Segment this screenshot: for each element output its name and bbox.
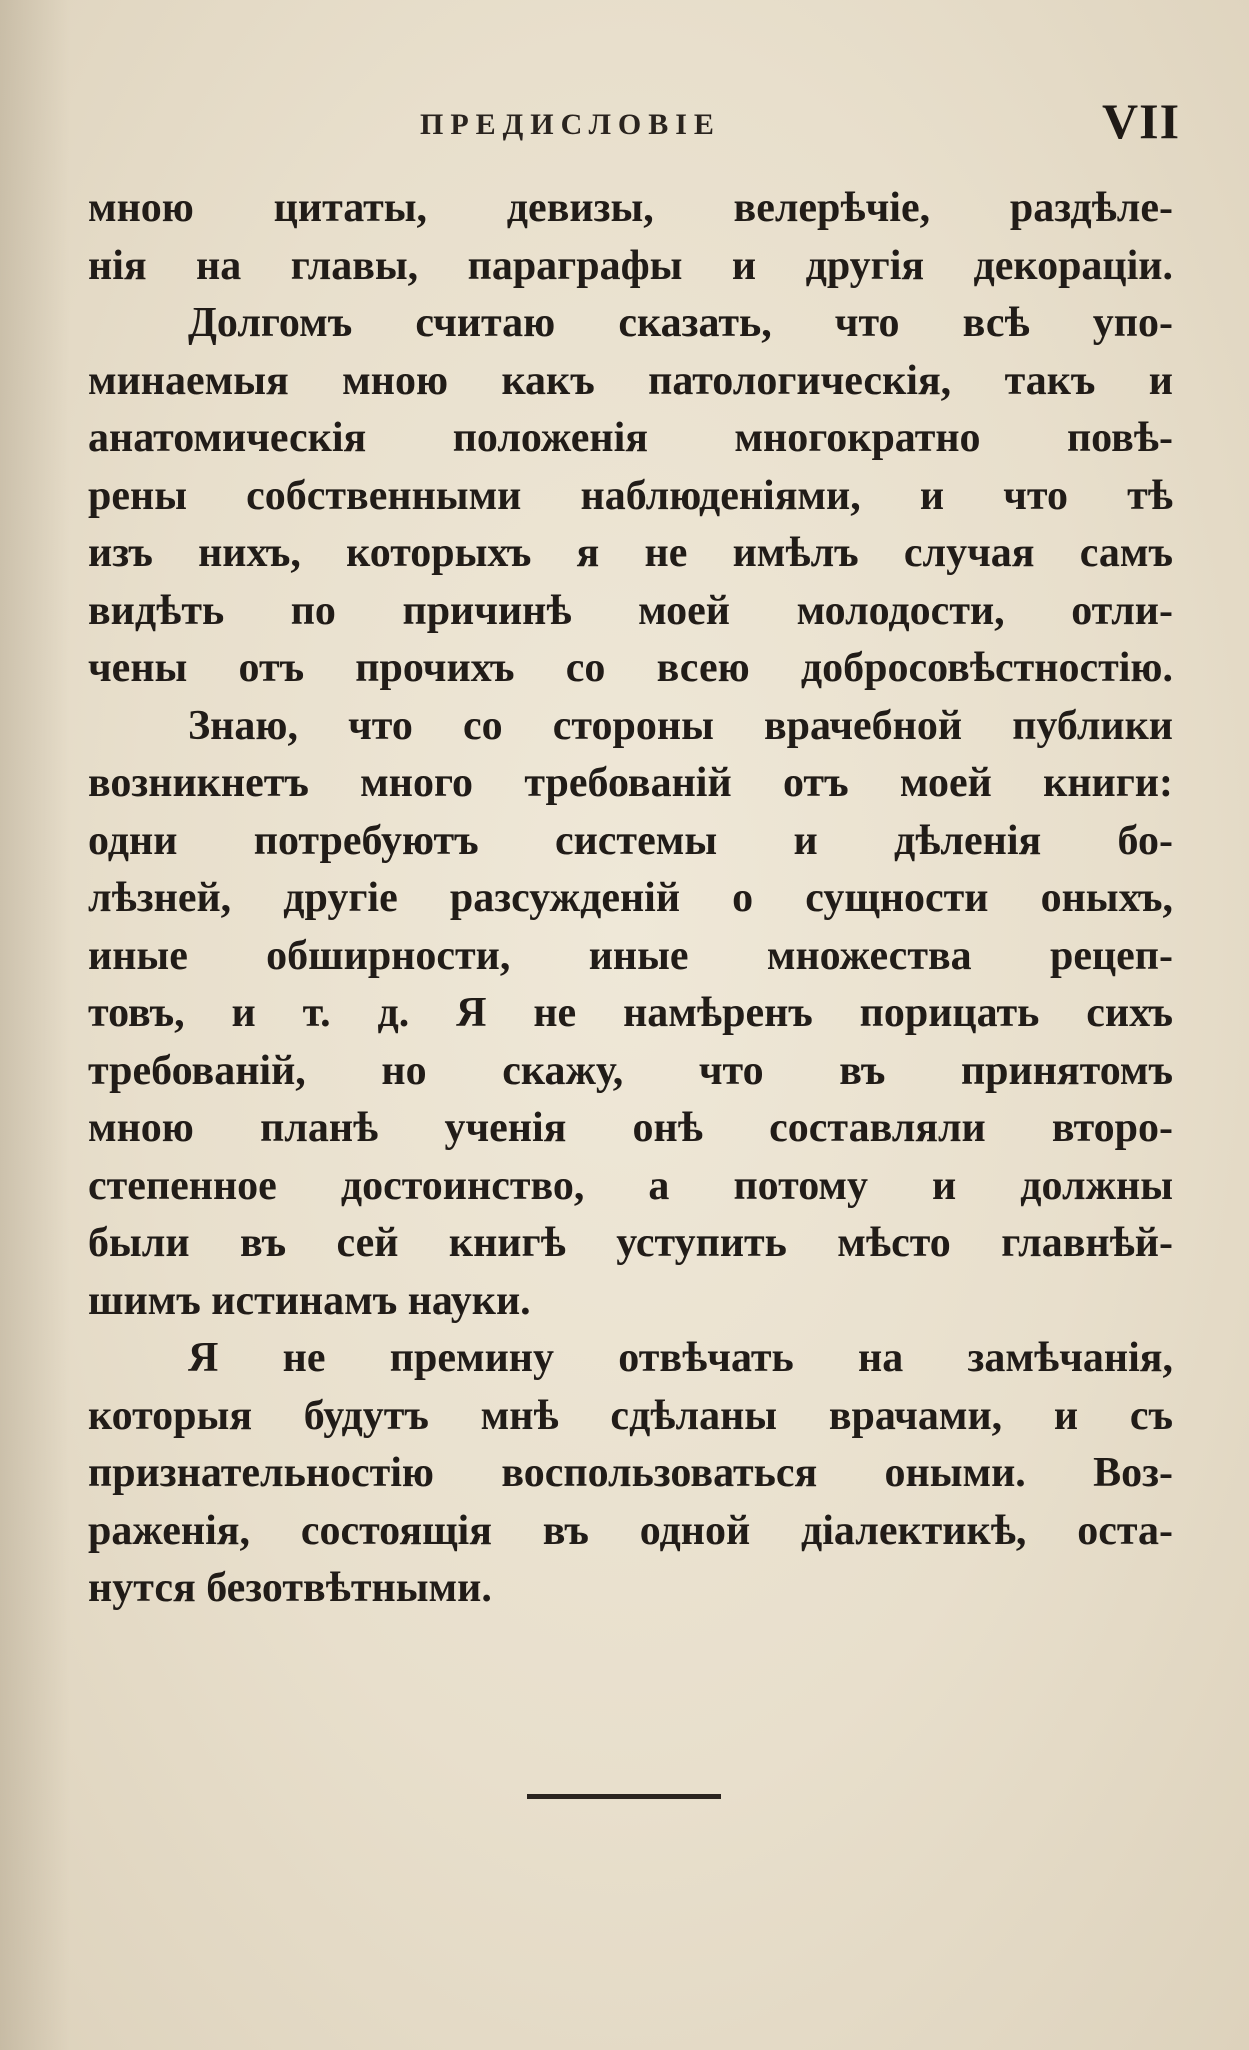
text-line: товъ, и т. д. Я не намѣренъ порицать сихъ: [88, 990, 1173, 1036]
body-text: [88, 180, 1173, 1618]
text-line: Знаю, что со стороны врачебной публики: [188, 702, 1173, 749]
text-line: лѣзней, другіе разсужденій о сущности оныхъ,: [88, 875, 1173, 921]
text-line: возникнетъ много требованій отъ моей книги:: [88, 760, 1173, 806]
text-line: минаемыя мною какъ патологическія, такъ и: [88, 357, 1173, 404]
text-line: иные обширности, иные множества рецеп-: [88, 932, 1173, 979]
text-line: мною цитаты, девизы, велерѣчіе, раздѣле-: [88, 185, 1173, 231]
text-line: мною планѣ ученія онѣ составляли второ-: [88, 1105, 1173, 1151]
text-line: были въ сей книгѣ уступить мѣсто главнѣй-: [88, 1220, 1173, 1266]
text-line: анатомическія положенія многократно повѣ-: [88, 415, 1173, 461]
closing-rule: [527, 1794, 721, 1799]
text-line: чены отъ прочихъ со всею добросовѣстностію.: [88, 645, 1173, 691]
running-title: ПРЕДИСЛОВІЕ: [420, 108, 721, 141]
text-line: видѣть по причинѣ моей молодости, отли-: [88, 587, 1173, 634]
text-line: рены собственными наблюденіями, и что тѣ: [88, 472, 1173, 519]
text-line: которыя будутъ мнѣ сдѣланы врачами, и съ: [88, 1392, 1173, 1439]
page-number: VII: [1102, 93, 1181, 149]
text-line: одни потребуютъ системы и дѣленія бо-: [88, 817, 1173, 864]
text-line: изъ нихъ, которыхъ я не имѣлъ случая самъ: [88, 530, 1173, 576]
text-line: признательностію воспользоваться оными. Воз-: [88, 1450, 1173, 1496]
text-line: степенное достоинство, а потому и должны: [88, 1162, 1173, 1209]
text-line: Я не премину отвѣчать на замѣчанія,: [188, 1335, 1173, 1381]
text-line: требованій, но скажу, что въ принятомъ: [88, 1047, 1173, 1094]
text-line: Долгомъ считаю сказать, что всѣ упо-: [188, 300, 1173, 346]
text-line: нія на главы, параграфы и другія декораціи.: [88, 242, 1173, 289]
text-line: нутся безотвѣтными.: [88, 1565, 492, 1611]
text-line: раженія, состоящія въ одной діалектикѣ, оста-: [88, 1507, 1173, 1554]
text-line: шимъ истинамъ науки.: [88, 1277, 531, 1324]
